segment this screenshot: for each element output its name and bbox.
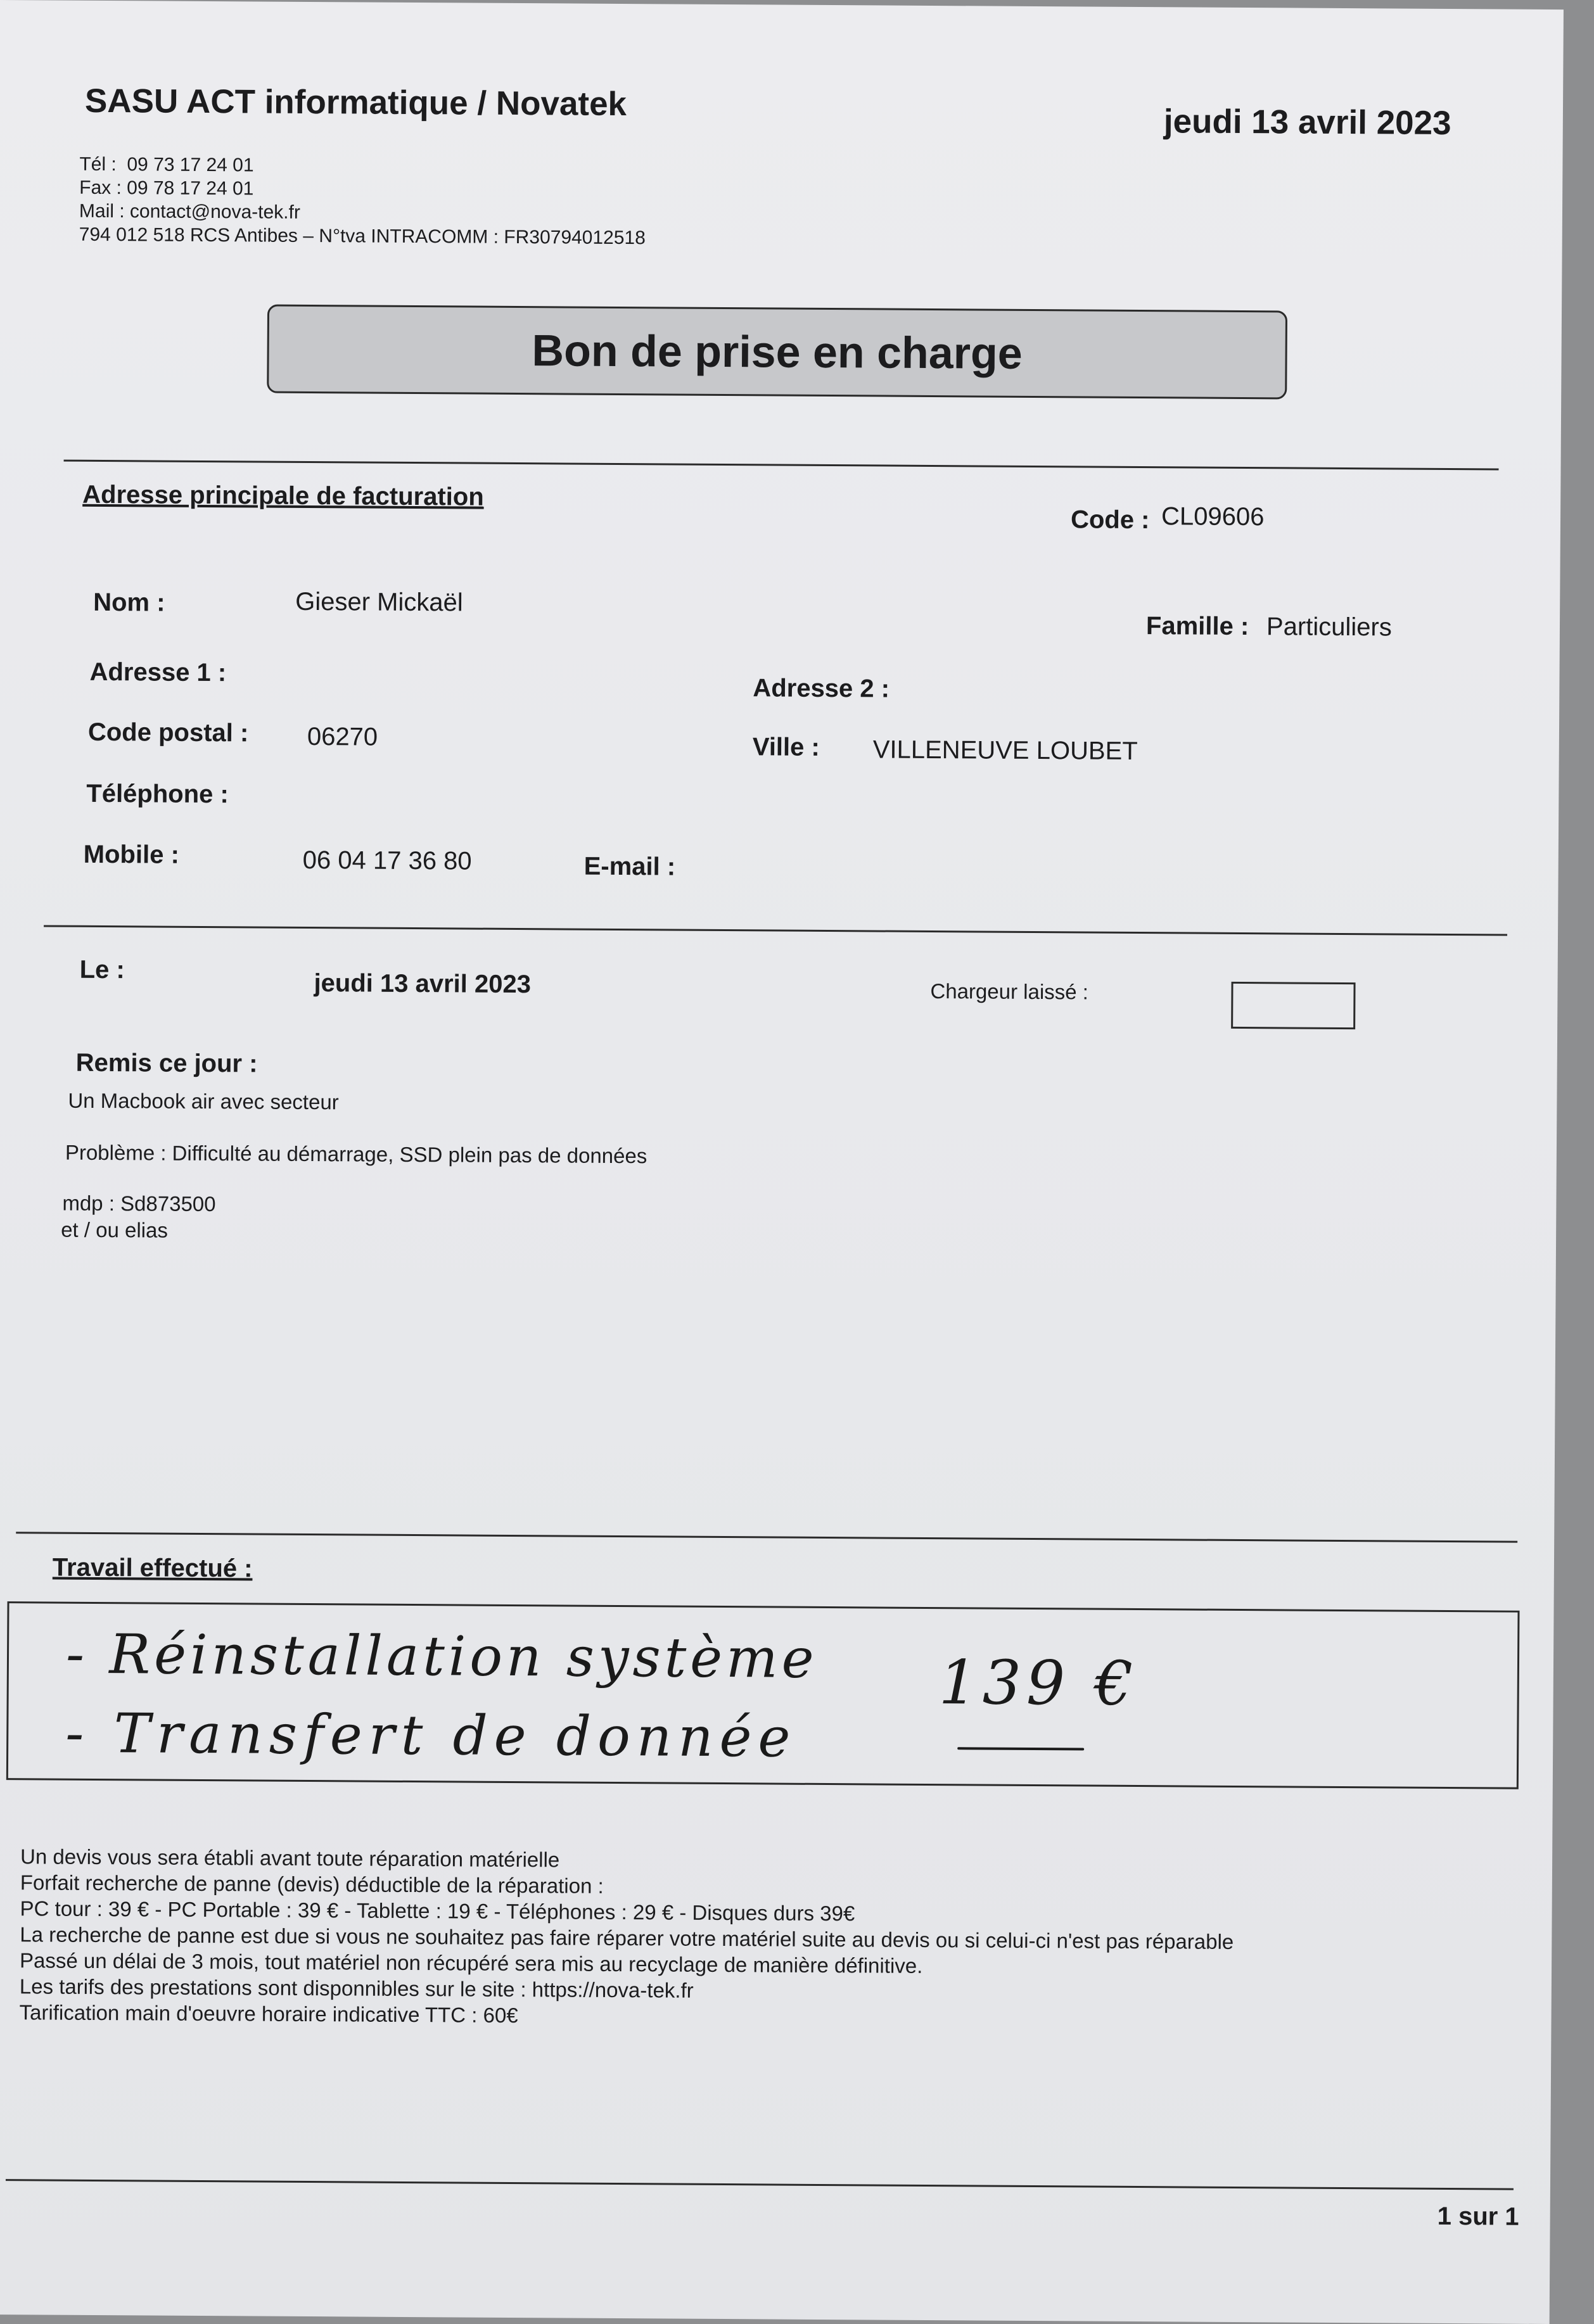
le-label: Le : xyxy=(79,955,125,984)
contact-fax: Fax : 09 78 17 24 01 xyxy=(79,177,254,200)
divider-middle xyxy=(44,925,1507,936)
divider-bottom xyxy=(6,2179,1514,2190)
remis-label: Remis ce jour : xyxy=(75,1048,258,1078)
ville-label: Ville : xyxy=(752,733,820,761)
work-label: Travail effectué : xyxy=(52,1553,253,1583)
mobile-value: 06 04 17 36 80 xyxy=(302,846,472,875)
work-price: 139 € xyxy=(938,1647,1138,1720)
work-box xyxy=(6,1601,1520,1789)
problem-description: Problème : Difficulté au démarrage, SSD plein pas de données xyxy=(65,1140,647,1168)
le-date: jeudi 13 avril 2023 xyxy=(314,969,532,999)
contact-tel: Tél : 09 73 17 24 01 xyxy=(79,153,254,176)
footer-line: PC tour : 39 € - PC Portable : 39 € - Tablette : 19 € - Téléphones : 29 € - Disques durs 39€ xyxy=(20,1896,855,1926)
code-postal-label: Code postal : xyxy=(87,718,249,747)
footer-notes xyxy=(19,1843,1234,2033)
charger-checkbox xyxy=(1231,982,1355,1029)
document-title-box xyxy=(267,305,1287,400)
divider-top xyxy=(64,460,1499,471)
password-line: mdp : Sd873500 xyxy=(62,1191,216,1216)
work-line-2: - Transfert de donnée xyxy=(65,1701,797,1770)
ville-value: VILLENEUVE LOUBET xyxy=(872,735,1138,765)
famille-value: Particuliers xyxy=(1266,613,1392,642)
charger-label: Chargeur laissé : xyxy=(930,979,1089,1004)
document-title: Bon de prise en charge xyxy=(532,326,1023,378)
footer-line: Passé un délai de 3 mois, tout matériel non récupéré sera mis au recyclage de manière définitive. xyxy=(19,1948,923,1978)
telephone-label: Téléphone : xyxy=(86,779,229,809)
nom-value: Gieser Mickaël xyxy=(295,587,463,617)
footer-line: Les tarifs des prestations sont disponnibles sur le site : https://nova-tek.fr xyxy=(19,1974,694,2002)
alt-password-line: et / ou elias xyxy=(61,1217,169,1242)
divider-work xyxy=(16,1532,1517,1542)
mobile-label: Mobile : xyxy=(83,840,179,869)
header-date: jeudi 13 avril 2023 xyxy=(1163,103,1451,142)
footer-line: Un devis vous sera établi avant toute réparation matérielle xyxy=(20,1845,560,1872)
contact-mail: Mail : contact@nova-tek.fr xyxy=(79,200,300,223)
billing-section-label: Adresse principale de facturation xyxy=(82,480,484,511)
footer-line: La recherche de panne est due si vous ne souhaitez pas faire réparer votre matériel suite au devis ou si celui-ci n'est pas réparable xyxy=(20,1922,1234,1953)
company-name: SASU ACT informatique / Novatek xyxy=(84,82,627,124)
price-underline xyxy=(957,1747,1084,1750)
page-number: 1 sur 1 xyxy=(1437,2202,1519,2231)
nom-label: Nom : xyxy=(93,588,165,617)
footer-line: Tarification main d'oeuvre horaire indicative TTC : 60€ xyxy=(19,2000,518,2028)
code-postal-value: 06270 xyxy=(307,722,378,751)
email-label: E-mail : xyxy=(583,852,676,881)
item-description: Un Macbook air avec secteur xyxy=(68,1088,339,1114)
contact-rcs: 794 012 518 RCS Antibes – N°tva INTRACOMM : FR30794012518 xyxy=(79,224,646,249)
adresse1-label: Adresse 1 : xyxy=(89,657,227,687)
famille-label: Famille : xyxy=(1145,612,1249,641)
work-line-1: - Réinstallation système xyxy=(65,1622,818,1691)
code-value: CL09606 xyxy=(1161,502,1265,531)
footer-line: Forfait recherche de panne (devis) déductible de la réparation : xyxy=(20,1870,604,1898)
adresse2-label: Adresse 2 : xyxy=(753,674,890,703)
code-label: Code : xyxy=(1070,505,1150,535)
contact-block xyxy=(79,153,646,250)
